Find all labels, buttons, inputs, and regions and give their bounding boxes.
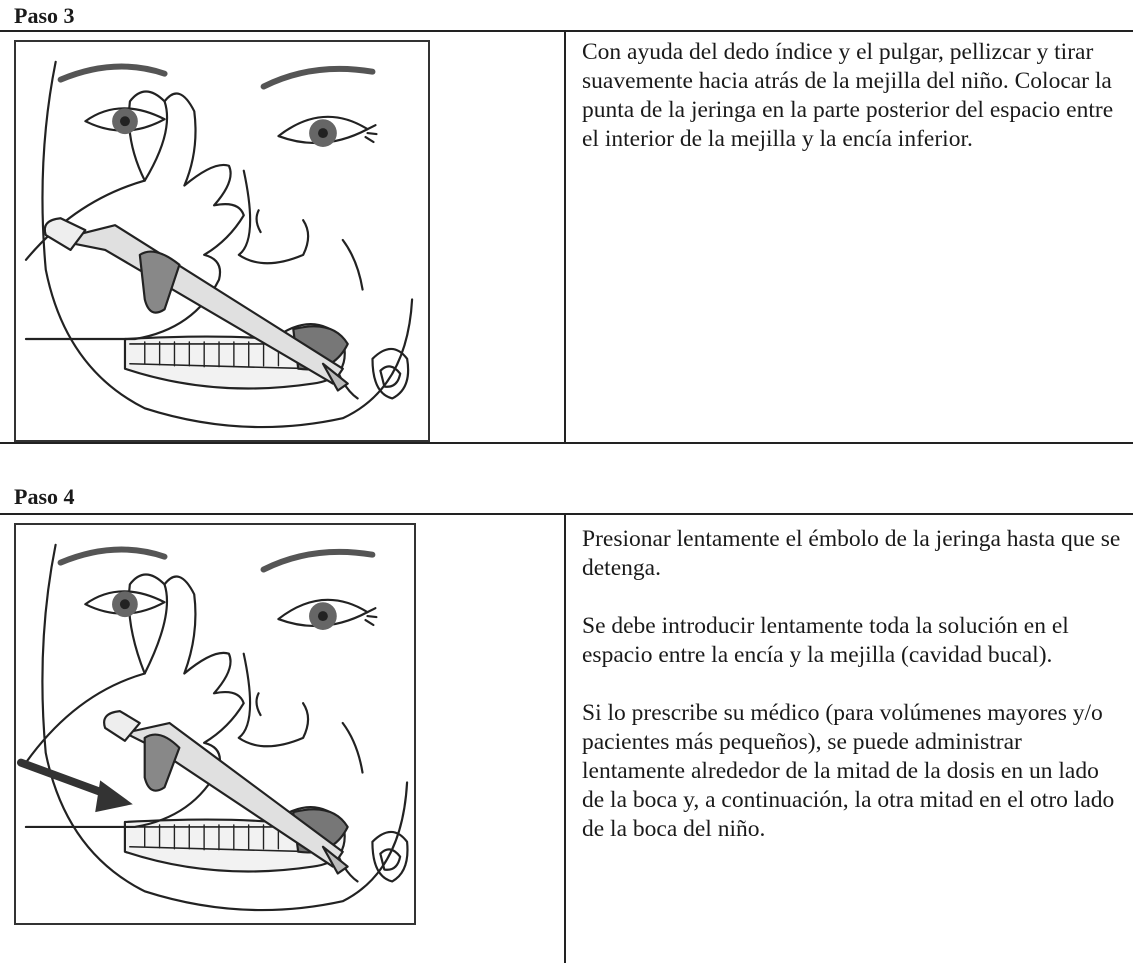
step-3-table	[0, 30, 1133, 444]
face-syringe-plunger-illustration	[16, 525, 414, 923]
step-4-text	[582, 525, 1123, 844]
step-3-image-cell	[0, 32, 566, 442]
step-4-title: Paso 4	[14, 484, 75, 509]
step-3-title: Paso 3	[14, 3, 75, 28]
step-4-table	[0, 513, 1133, 963]
step-3-text	[582, 38, 1123, 154]
step-4-image-cell	[0, 515, 566, 963]
step-3-paragraph-1: Con ayuda del dedo índice y el pulgar, pellizcar y tirar suavemente hacia atrás de la mejilla del niño. Colocar la punta de la jeringa en la parte posterior del espacio entre el interior de la mejilla y la encía inferior.	[582, 39, 1114, 152]
step-4-paragraph-1: Presionar lentamente el émbolo de la jeringa hasta que se detenga.	[582, 526, 1121, 581]
step-3-illustration	[14, 40, 430, 442]
step-4-paragraph-3: Si lo prescribe su médico (para volúmenes mayores y/o pacientes más pequeños), se puede administrar lentamente alrededor de la mitad de la dosis en un lado de la boca y, a continuación, la otra mitad en el otro lado de la boca del niño.	[582, 700, 1115, 842]
step-4-paragraph-2: Se debe introducir lentamente toda la solución en el espacio entre la encía y la mejilla (cavidad bucal).	[582, 613, 1069, 668]
step-4-illustration	[14, 523, 416, 925]
face-syringe-illustration	[16, 42, 428, 440]
